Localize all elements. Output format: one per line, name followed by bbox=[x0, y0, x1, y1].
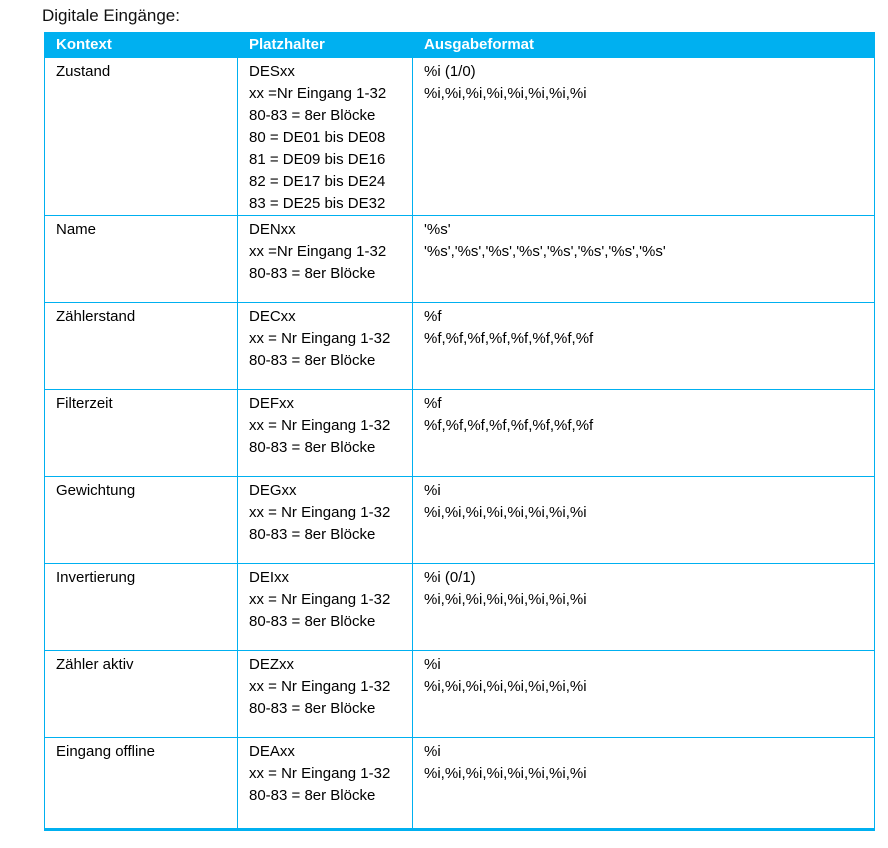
platzhalter-line: 80-83 = 8er Blöcke bbox=[249, 265, 376, 282]
platzhalter-line: 80-83 = 8er Blöcke bbox=[249, 352, 376, 369]
ausgabeformat-line: %i,%i,%i,%i,%i,%i,%i,%i bbox=[424, 504, 587, 521]
platzhalter-line: xx = Nr Eingang 1-32 bbox=[249, 417, 391, 434]
platzhalter-line: xx = Nr Eingang 1-32 bbox=[249, 330, 391, 347]
kontext-cell bbox=[45, 651, 238, 738]
platzhalter-cell bbox=[238, 390, 413, 477]
ausgabeformat-cell bbox=[413, 564, 875, 651]
ausgabeformat-line: %i bbox=[424, 743, 441, 760]
platzhalter-line: xx = Nr Eingang 1-32 bbox=[249, 678, 391, 695]
kontext-cell bbox=[45, 390, 238, 477]
table-row-gewichtung bbox=[45, 477, 875, 564]
ausgabeformat-line: %i (1/0) bbox=[424, 63, 476, 80]
kontext-cell bbox=[45, 58, 238, 216]
column-header-platzhalter: Platzhalter bbox=[238, 33, 413, 58]
ausgabeformat-line: %f bbox=[424, 395, 442, 412]
platzhalter-line: DECxx bbox=[249, 308, 296, 325]
platzhalter-line: 80 = DE01 bis DE08 bbox=[249, 129, 386, 146]
kontext-cell bbox=[45, 738, 238, 830]
table-row-filterzeit bbox=[45, 390, 875, 477]
ausgabeformat-line: %i,%i,%i,%i,%i,%i,%i,%i bbox=[424, 591, 587, 608]
platzhalter-line: 80-83 = 8er Blöcke bbox=[249, 700, 376, 717]
table-row-invertierung bbox=[45, 564, 875, 651]
platzhalter-line: DESxx bbox=[249, 63, 295, 80]
ausgabeformat-line: %f,%f,%f,%f,%f,%f,%f,%f bbox=[424, 417, 594, 434]
ausgabeformat-cell bbox=[413, 303, 875, 390]
kontext-label: Name bbox=[56, 221, 97, 238]
platzhalter-line: 80-83 = 8er Blöcke bbox=[249, 526, 376, 543]
platzhalter-line: 81 = DE09 bis DE16 bbox=[249, 151, 386, 168]
ausgabeformat-cell bbox=[413, 651, 875, 738]
kontext-label: Zustand bbox=[56, 63, 111, 80]
kontext-cell bbox=[45, 216, 238, 303]
platzhalter-line: xx =Nr Eingang 1-32 bbox=[249, 85, 387, 102]
platzhalter-cell bbox=[238, 58, 413, 216]
kontext-cell bbox=[45, 477, 238, 564]
ausgabeformat-line: %i bbox=[424, 482, 441, 499]
platzhalter-line: 80-83 = 8er Blöcke bbox=[249, 613, 376, 630]
ausgabeformat-line: %i bbox=[424, 656, 441, 673]
platzhalter-line: 80-83 = 8er Blöcke bbox=[249, 107, 376, 124]
platzhalter-cell bbox=[238, 564, 413, 651]
ausgabeformat-line: %i (0/1) bbox=[424, 569, 476, 586]
platzhalter-line: 82 = DE17 bis DE24 bbox=[249, 173, 386, 190]
platzhalter-line: DEFxx bbox=[249, 395, 294, 412]
platzhalter-line: xx =Nr Eingang 1-32 bbox=[249, 243, 387, 260]
digital-inputs-table bbox=[44, 32, 875, 831]
table-row-zaehlerstand bbox=[45, 303, 875, 390]
platzhalter-cell bbox=[238, 477, 413, 564]
ausgabeformat-line: '%s','%s','%s','%s','%s','%s','%s','%s' bbox=[424, 243, 666, 260]
kontext-label: Filterzeit bbox=[56, 395, 113, 412]
table-row-zaehler-aktiv bbox=[45, 651, 875, 738]
ausgabeformat-cell bbox=[413, 390, 875, 477]
ausgabeformat-line: '%s' bbox=[424, 221, 451, 238]
kontext-label: Gewichtung bbox=[56, 482, 136, 499]
ausgabeformat-cell bbox=[413, 477, 875, 564]
ausgabeformat-cell bbox=[413, 216, 875, 303]
table-header-row bbox=[45, 33, 875, 58]
kontext-cell bbox=[45, 303, 238, 390]
table-row-name bbox=[45, 216, 875, 303]
table-row-zustand bbox=[45, 58, 875, 216]
kontext-label: Eingang offline bbox=[56, 743, 155, 760]
ausgabeformat-line: %f,%f,%f,%f,%f,%f,%f,%f bbox=[424, 330, 594, 347]
table-row-eingang-offline bbox=[45, 738, 875, 830]
ausgabeformat-line: %i,%i,%i,%i,%i,%i,%i,%i bbox=[424, 85, 587, 102]
page-title: Digitale Eingänge: bbox=[42, 6, 180, 25]
platzhalter-line: xx = Nr Eingang 1-32 bbox=[249, 591, 391, 608]
platzhalter-line: DEZxx bbox=[249, 656, 294, 673]
platzhalter-line: DENxx bbox=[249, 221, 296, 238]
column-header-ausgabeformat: Ausgabeformat bbox=[413, 33, 875, 58]
ausgabeformat-cell bbox=[413, 58, 875, 216]
platzhalter-line: 80-83 = 8er Blöcke bbox=[249, 787, 376, 804]
platzhalter-cell bbox=[238, 738, 413, 830]
kontext-label: Invertierung bbox=[56, 569, 136, 586]
kontext-label: Zählerstand bbox=[56, 308, 136, 325]
platzhalter-line: 83 = DE25 bis DE32 bbox=[249, 195, 386, 212]
platzhalter-line: xx = Nr Eingang 1-32 bbox=[249, 504, 391, 521]
platzhalter-cell bbox=[238, 651, 413, 738]
platzhalter-line: 80-83 = 8er Blöcke bbox=[249, 439, 376, 456]
kontext-cell bbox=[45, 564, 238, 651]
platzhalter-line: xx = Nr Eingang 1-32 bbox=[249, 765, 391, 782]
kontext-label: Zähler aktiv bbox=[56, 656, 134, 673]
ausgabeformat-line: %f bbox=[424, 308, 442, 325]
ausgabeformat-line: %i,%i,%i,%i,%i,%i,%i,%i bbox=[424, 765, 587, 782]
platzhalter-cell bbox=[238, 303, 413, 390]
ausgabeformat-cell bbox=[413, 738, 875, 830]
platzhalter-line: DEIxx bbox=[249, 569, 290, 586]
platzhalter-line: DEGxx bbox=[249, 482, 297, 499]
ausgabeformat-line: %i,%i,%i,%i,%i,%i,%i,%i bbox=[424, 678, 587, 695]
platzhalter-line: DEAxx bbox=[249, 743, 295, 760]
column-header-kontext: Kontext bbox=[45, 33, 238, 58]
platzhalter-cell bbox=[238, 216, 413, 303]
